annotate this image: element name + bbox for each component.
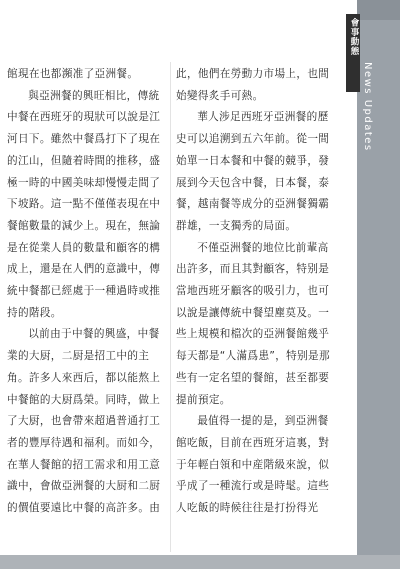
column-divider: [170, 62, 171, 552]
article-paragraph: 以前由于中餐的興盛，中餐業的大厨，二厨是招工中的主角。許多人來西后，都以能熬上中餐館的大厨爲榮。同時，做上了大厨，也會帶來超過普通打工者的豐厚待遇和福利。而如今，在華人餐館的招工需求和用工意識中，會做亞洲餐的大厨和二厨的價值要遠比中餐的高許多。由: [7, 328, 161, 515]
article-paragraph: 此，他們在勞動力市場上，也間始變得炙手可熱。: [176, 68, 330, 102]
article-column-right: [176, 64, 337, 520]
sidebar-section-title: News Updates: [362, 62, 373, 152]
footer-bar: [0, 555, 400, 569]
article-paragraph: 館現在也都瀕准了亞洲餐。: [7, 68, 139, 80]
article-column-left: [7, 64, 168, 520]
article-paragraph: 華人涉足西班牙亞洲餐的歷史可以追溯到五六年前。從一間始單一日本餐和中餐的競爭，發展到今天包含中餐，日本餐，泰餐，越南餐等成分的亞洲餐獨霸群雄，一支獨秀的局面。: [176, 111, 330, 232]
article-paragraph: 不僅亞洲餐的地位比前輩高出許多，而且其對顧客，特别是當地西班牙顧客的吸引力，也可以說是讓傳統中餐望塵莫及。一些上規模和檔次的亞洲餐館幾乎每天都是“人滿爲患”，特别是那些有一定名望的餐館，甚至都要提前預定。: [176, 241, 330, 406]
article-paragraph: 最值得一提的是，到亞洲餐館吃飯，目前在西班牙這裏，對于年輕白領和中産階級來說，似乎成了一種流行或是時髦。這些人吃飯的時候往往是打扮得光: [176, 415, 330, 515]
section-tab-label: 會事動態: [349, 18, 359, 56]
article-paragraph: 與亞洲餐的興旺相比，傳統中餐在西班牙的現狀可以說是江河日下。雖然中餐爲打下了現在的江山，但隨着時間的推移，盛極一時的中國美味却慢慢走間了下坡路。這一點不僅僅表現在中餐館數量的減少上。現在，無論是在從業人員的數量和顧客的構成上，還是在人們的意識中，傳統中餐都已經處于一種過時或推持的階段。: [7, 89, 161, 319]
sidebar-top-band: [357, 0, 400, 20]
